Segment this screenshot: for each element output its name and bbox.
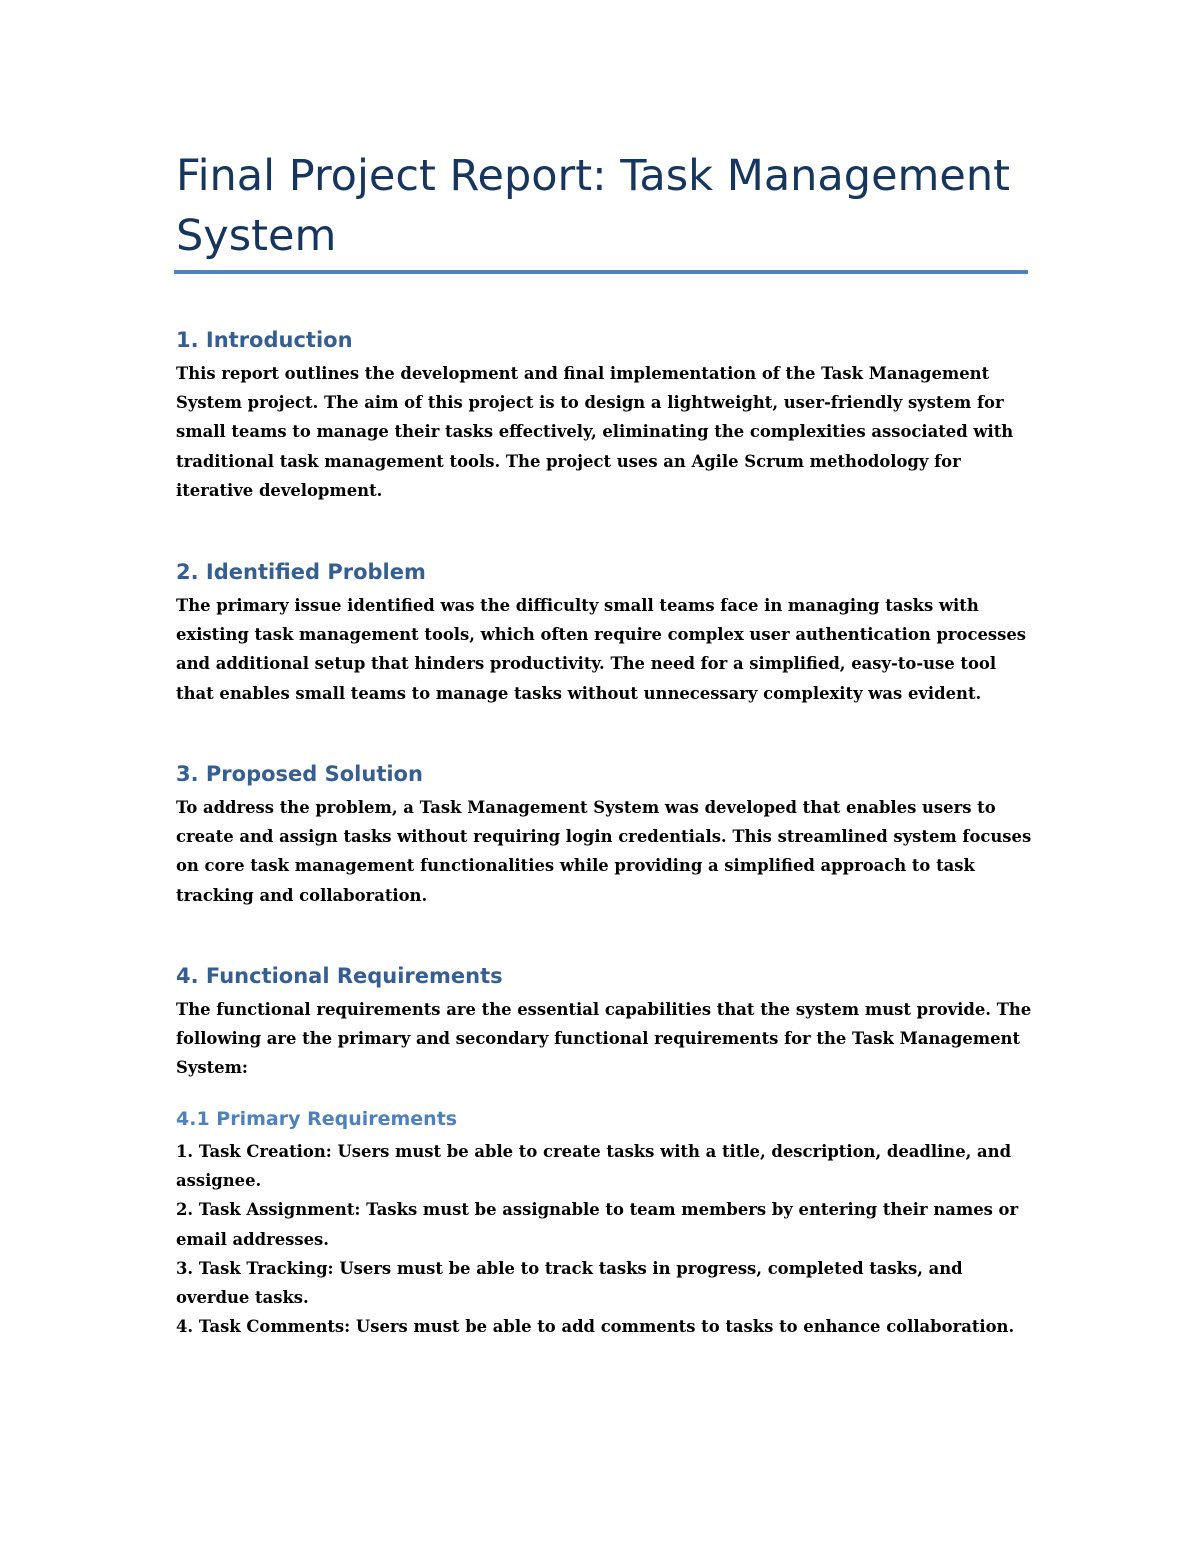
subsection-primary-requirements: [176, 1105, 1036, 1341]
section-proposed-solution: [176, 759, 1036, 910]
list-item: 3. Task Tracking: Users must be able to track tasks in progress, completed tasks, and overdue tasks.: [176, 1258, 963, 1308]
subsection-heading: 4.1 Primary Requirements: [176, 1108, 458, 1130]
section-heading: 1. Introduction: [176, 328, 353, 352]
requirements-list: [176, 1137, 1036, 1341]
section-body: The primary issue identified was the difficulty small teams face in managing tasks with existing task management tools, which often require complex user authentication processes and additional setup that hinders productivity. The need for a simplified, easy-to-use tool that enables small teams to manage tasks without unnecessary complexity was evident.: [176, 596, 1027, 703]
section-heading: 2. Identified Problem: [176, 560, 426, 584]
section-identified-problem: [176, 557, 1036, 708]
section-introduction: [176, 325, 1036, 505]
list-item: 1. Task Creation: Users must be able to create tasks with a title, description, deadline, and assignee.: [176, 1142, 1012, 1191]
section-functional-requirements: [176, 961, 1036, 1083]
section-body: To address the problem, a Task Management System was developed that enables users to create and assign tasks without requiring login credentials. This streamlined system focuses on core task management functionalities while providing a simplified approach to task tracking and collaboration.: [176, 798, 1032, 905]
section-body: This report outlines the development and final implementation of the Task Management System project. The aim of this project is to design a lightweight, user-friendly system for small teams to manage their tasks effectively, eliminating the complexities associated with traditional task management tools. The project uses an Agile Scrum methodology for iterative development.: [176, 364, 1014, 500]
list-item: 4. Task Comments: Users must be able to add comments to tasks to enhance collaboration.: [176, 1317, 1015, 1337]
list-item: 2. Task Assignment: Tasks must be assignable to team members by entering their names or email addresses.: [176, 1200, 1019, 1249]
document-title: Final Project Report: Task Management System: [176, 151, 1010, 261]
section-heading: 3. Proposed Solution: [176, 762, 423, 786]
section-body: The functional requirements are the essential capabilities that the system must provide. The following are the primary and secondary functional requirements for the Task Management System:: [176, 1000, 1032, 1078]
title-underline-divider: [174, 270, 1028, 274]
section-heading: 4. Functional Requirements: [176, 964, 503, 988]
